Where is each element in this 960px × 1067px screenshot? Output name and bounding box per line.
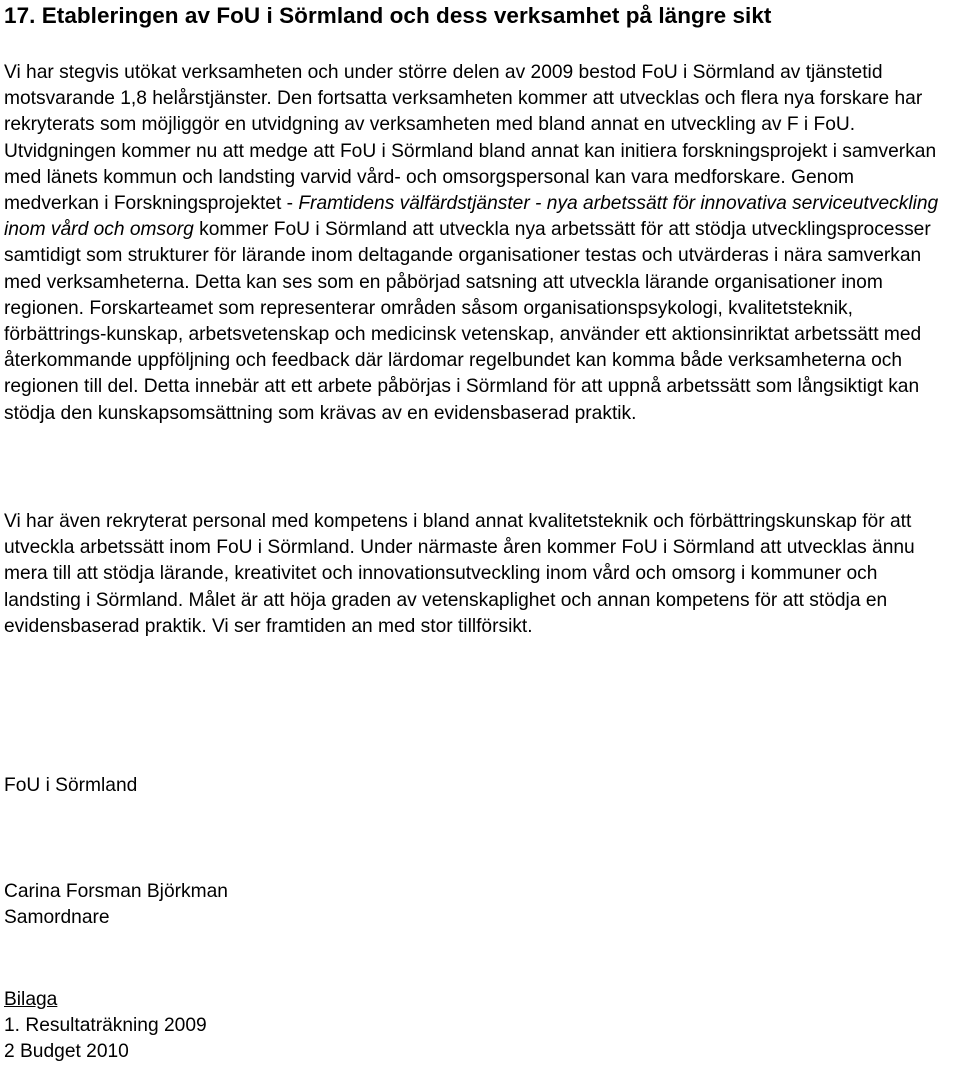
project-name: Framtidens välfärdstjänster - nya arbetssätt för innovativa serviceutveckling inom vård och omsorg (4, 193, 939, 241)
paragraph-1-text-part2: kommer FoU i Sörmland att utveckla nya arbetssätt för att stödja utvecklingsprocesser samtidigt som strukturer för lärande inom deltagande organisationer testas och utvärderas i nära samverkan med verksamheterna. Detta kan ses som en påbörjad satsning att utveckla lärande organisationer inom regionen. Forskarteamet som representerar områden såsom organisationspsykologi, kvalitetsteknik, förbättrings-kunskap, arbetsvetenskap och medicinsk vetenskap, använder ett aktionsinriktat arbetssätt med återkommande uppföljning och feedback där lärdomar regelbundet kan komma både verksamheterna och regionen till del. Detta innebär att ett arbete påbörjas i Sörmland för att uppnå arbetssätt som långsiktigt kan stödja den kunskapsomsättning som krävas av en evidensbaserad praktik. (4, 219, 931, 424)
attachment-item: 1. Resultaträkning 2009 (4, 1015, 207, 1036)
section-heading: 17. Etableringen av FoU i Sörmland och dess verksamhet på längre sikt (4, 3, 772, 28)
signer-name: Carina Forsman Björkman (4, 881, 228, 902)
signer-title: Samordnare (4, 907, 110, 928)
organization-name: FoU i Sörmland (4, 775, 138, 796)
body-paragraph-1 (4, 60, 954, 427)
paragraph-1-text-part1: Vi har stegvis utökat verksamheten och under större delen av 2009 bestod FoU i Sörmland av tjänstetid motsvarande 1,8 helårstjänster. Den fortsatta verksamheten kommer att utvecklas och flera nya forskare har rekryterats som möjliggör en utvidgning av verksamheten med bland annat en utveckling av F i FoU. Utvidgningen kommer nu att medge att FoU i Sörmland bland annat kan initiera forskningsprojekt i samverkan med länets kommun och landsting varvid vård- och omsorgspersonal kan vara medforskare. Genom medverkan i Forskningsprojektet - (4, 62, 937, 215)
attachments-heading: Bilaga (4, 989, 58, 1010)
attachment-item: 2 Budget 2010 (4, 1041, 129, 1062)
body-paragraph-2: Vi har även rekryterat personal med kompetens i bland annat kvalitetsteknik och förbättringskunskap för att utveckla arbetssätt inom FoU i Sörmland. Under närmaste åren kommer FoU i Sörmland att utvecklas ännu mera till att stödja lärande, kreativitet och innovationsutveckling inom vård och omsorg i kommuner och landsting i Sörmland. Målet är att höja graden av vetenskaplighet och annan kompetens för att stödja en evidensbaserad praktik. Vi ser framtiden an med stor tillförsikt. (4, 511, 915, 637)
